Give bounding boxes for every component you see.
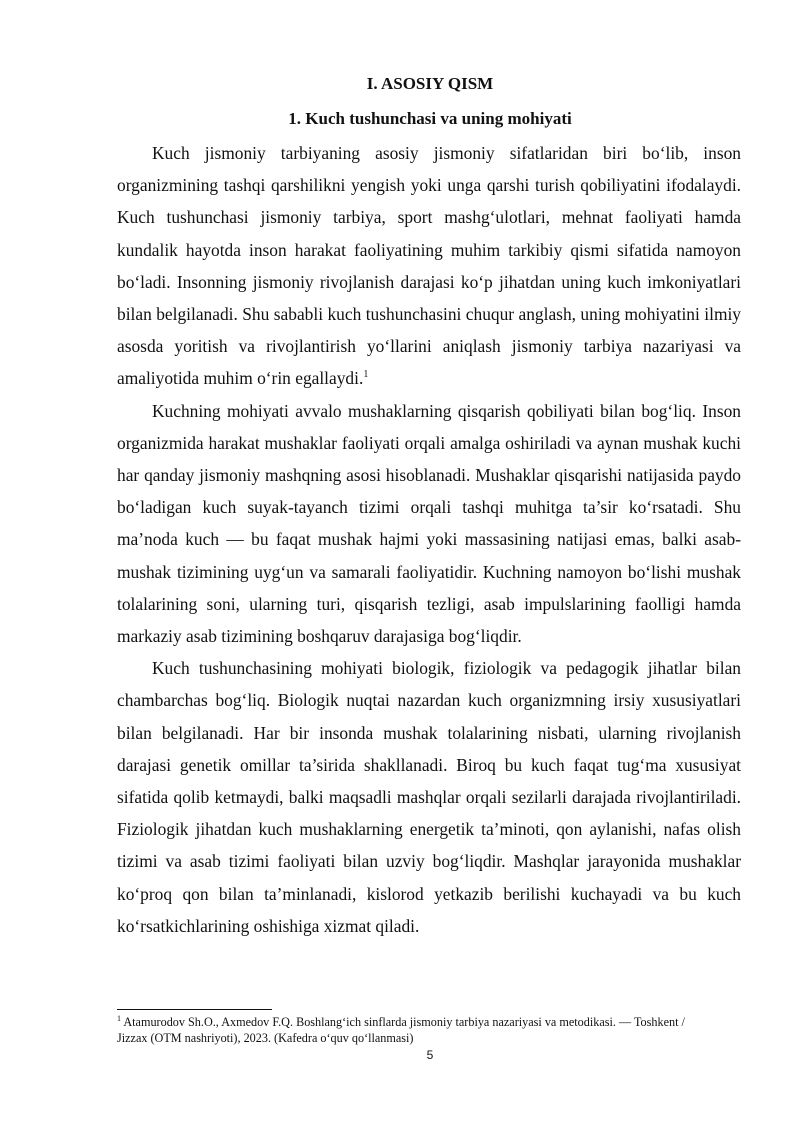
paragraph-3: Kuch tushunchasining mohiyati biologik, fiziologik va pedagogik jihatlar bilan chambarchas bog‘liq. Biologik nuqtai nazardan kuch organizmning irsiy xususiyatlari bilan belgilanadi. Har bir insonda mushak tolalarining nisbati, ularning rivojlanish darajasi genetik omillar ta’sirida shakllanadi. Biroq bu kuch faqat tug‘ma xususiyat sifatida qolib ketmaydi, balki maqsadli mashqlar orqali sezilarli darajada rivojlantiriladi. Fiziologik jihatdan kuch mushaklarning energetik ta’minoti, qon aylanishi, nafas olish tizimi va asab tizimi faoliyati bilan uzviy bog‘liqdir. Mashqlar jarayonida mushaklar ko‘proq qon bilan ta’minlanadi, kislorod yetkazib berilishi kuchayadi va bu kuch ko‘rsatkichlarining oshishiga xizmat qiladi.: [117, 658, 741, 936]
footnote-reference[interactable]: 1: [363, 369, 369, 381]
footnote-separator: [117, 1009, 272, 1010]
footnote-number: 1: [117, 1013, 121, 1023]
footnote-text: Atamurodov Sh.O., Axmedov F.Q. Boshlang‘ich sinflarda jismoniy tarbiya nazariyasi va metodikasi. — Toshkent / Jizzax (OTM nashriyoti), 2023. (Kafedra o‘quv qo‘llanmasi): [117, 1015, 685, 1045]
paragraph-1-text: Kuch jismoniy tarbiyaning asosiy jismoniy sifatlaridan biri bo‘lib, inson organizmining tashqi qarshilikni yengish yoki unga qarshi turish qobiliyatini ifodalaydi. Kuch tushunchasi jismoniy tarbiya, sport mashg‘ulotlari, mehnat faoliyati hamda kundalik hayotda inson harakat faoliyatining muhim tarkibiy qismi sifatida namoyon bo‘ladi. Insonning jismoniy rivojlanish darajasi ko‘p jihatdan uning kuch imkoniyatlari bilan belgilanadi. Shu sababli kuch tushunchasini chuqur anglash, uning mohiyatini ilmiy asosda yoritish va rivojlantirish yo‘llarini aniqlash jismoniy tarbiya nazariyasi va amaliyotida muhim o‘rin egallaydi.: [117, 143, 741, 389]
page-number: 5: [426, 1048, 434, 1062]
section-title: I. ASOSIY QISM: [366, 74, 494, 93]
subsection-title: 1. Kuch tushunchasi va uning mohiyati: [288, 109, 572, 128]
footnote: [117, 1014, 717, 1046]
paragraph-2: Kuchning mohiyati avvalo mushaklarning qisqarish qobiliyati bilan bog‘liq. Inson organizmida harakat mushaklar faoliyati orqali amalga oshiriladi va aynan mushak kuchi har qanday jismoniy mashqning asosi hisoblanadi. Mushaklar qisqarishi natijasida paydo bo‘ladigan kuch suyak-tayanch tizimi orqali tashqi muhitga ta’sir ko‘rsatadi. Shu ma’noda kuch — bu faqat mushak hajmi yoki massasining natijasi emas, balki asab-mushak tizimining uyg‘un va samarali faoliyatidir. Kuchning namoyon bo‘lishi mushak tolalarining soni, ularning turi, qisqarish tezligi, asab impulslarining faolligi hamda markaziy asab tizimining boshqaruv darajasiga bog‘liqdir.: [117, 400, 741, 647]
paragraph-1: [117, 137, 741, 395]
body-text: [117, 137, 741, 942]
